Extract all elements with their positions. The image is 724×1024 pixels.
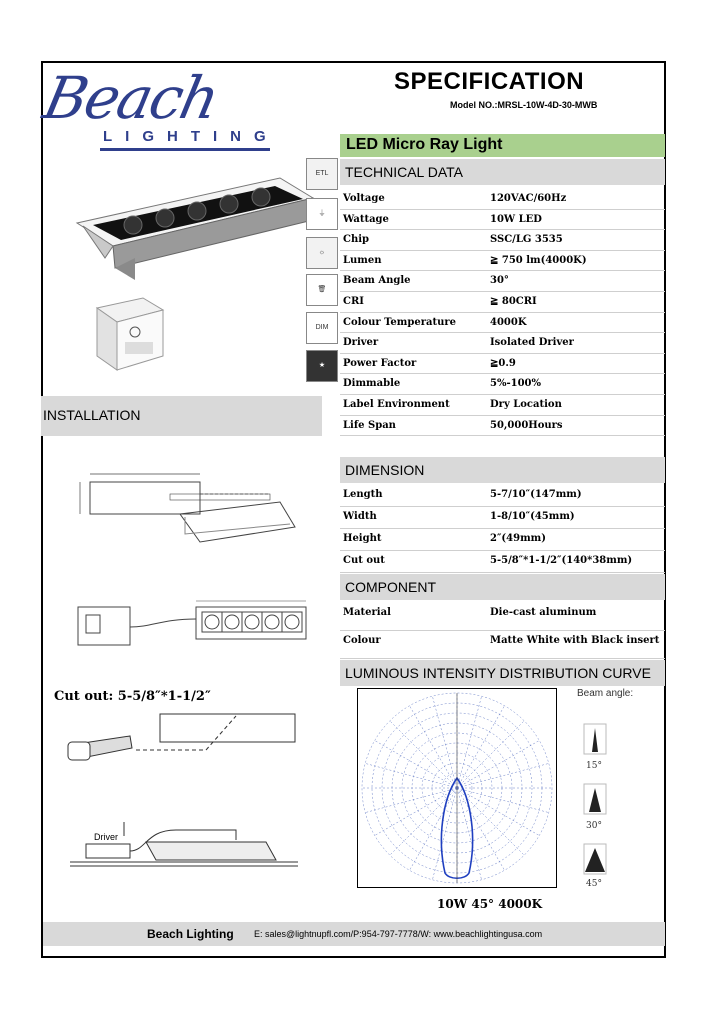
energy-star-icon: ★	[306, 350, 338, 382]
spec-value: 5%-100%	[490, 378, 541, 390]
spec-value: 120VAC/60Hz	[490, 193, 567, 204]
driver-label: Driver	[94, 832, 118, 842]
spec-row	[340, 210, 665, 231]
technical-data-header	[340, 159, 665, 185]
spec-value: ≧ 80CRI	[490, 296, 537, 307]
spec-value: 5-5/8″*1-1/2″(140*38mm)	[490, 555, 633, 566]
spec-key: Lumen	[343, 254, 382, 266]
spec-key: Colour	[343, 635, 381, 646]
cutout-diagram	[66, 712, 301, 772]
technical-data-title: TECHNICAL DATA	[345, 164, 463, 180]
dim-icon: DIM	[306, 312, 338, 344]
footer-company: Beach Lighting	[147, 927, 234, 941]
spec-value: Matte White with Black insert	[490, 635, 660, 646]
spec-value: Dry Location	[490, 399, 562, 410]
install-diagram-2	[72, 597, 324, 662]
spec-value: 50,000Hours	[490, 419, 563, 431]
driver-box-image	[95, 296, 165, 372]
beam-15: 15°	[586, 761, 602, 771]
spec-value: ≧0.9	[490, 357, 516, 369]
spec-key: Chip	[343, 234, 370, 246]
product-image	[75, 168, 315, 283]
spec-key: Cut out	[343, 555, 385, 566]
brand-logo	[37, 64, 279, 154]
component-header	[340, 574, 665, 600]
footer	[43, 922, 665, 946]
spec-key: Power Factor	[343, 357, 417, 369]
logo-script: Beach	[37, 64, 224, 132]
spec-row	[340, 251, 665, 272]
spec-key: Label Environment	[343, 399, 450, 410]
spec-key: Beam Angle	[343, 275, 411, 287]
spec-value: 2″(49mm)	[490, 533, 546, 544]
spec-row	[340, 529, 665, 551]
luminous-title: LUMINOUS INTENSITY DISTRIBUTION CURVE	[345, 665, 651, 681]
spec-key: Width	[343, 511, 377, 522]
spec-value: SSC/LG 3535	[490, 234, 563, 246]
model-number: Model NO.:MRSL-10W-4D-30-MWB	[450, 100, 598, 110]
spec-value: Die-cast aluminum	[490, 607, 597, 618]
page-title: SPECIFICATION	[394, 68, 585, 95]
spec-row	[340, 631, 665, 659]
chart-caption: 10W 45° 4000K	[437, 897, 543, 911]
spec-value: 4000K	[490, 316, 527, 328]
spec-key: Height	[343, 533, 382, 544]
spec-row	[340, 507, 665, 529]
spec-key: Wattage	[343, 213, 389, 225]
product-name-bar	[340, 134, 665, 157]
spec-row	[340, 603, 665, 631]
spec-key: Dimmable	[343, 378, 401, 390]
product-name: LED Micro Ray Light	[346, 136, 503, 153]
spec-row	[340, 333, 665, 354]
footer-contact: E: sales@lightnupfl.com/P:954-797-7778/W: www.beachlightingusa.com	[254, 929, 543, 939]
spec-value: ≧ 750 lm(4000K)	[490, 254, 587, 266]
beam-30: 30°	[586, 821, 602, 831]
weee-icon: 🗑	[306, 274, 338, 306]
dimension-title: DIMENSION	[345, 462, 425, 478]
spec-key: Material	[343, 607, 391, 618]
dimension-header	[340, 457, 665, 483]
spec-row	[340, 230, 665, 251]
polar-distribution-chart	[357, 688, 557, 888]
beam-angle-icons	[580, 720, 620, 890]
install-diagram-1	[50, 462, 325, 562]
spec-row	[340, 416, 665, 437]
spec-row	[340, 189, 665, 210]
spec-row	[340, 374, 665, 395]
spec-row	[340, 354, 665, 375]
driver-install-diagram	[66, 820, 301, 875]
spec-value: 5-7/10″(147mm)	[490, 489, 582, 500]
spec-value: 1-8/10″(45mm)	[490, 511, 575, 522]
beam-angle-label: Beam angle:	[577, 688, 634, 699]
etl-icon: ETL	[306, 158, 338, 190]
spec-row	[340, 485, 665, 507]
spec-row	[340, 551, 665, 573]
spec-value: Isolated Driver	[490, 337, 574, 349]
spec-row	[340, 271, 665, 292]
spec-key: Length	[343, 489, 383, 500]
spec-key: CRI	[343, 296, 364, 307]
cutout-label: Cut out: 5-5/8″*1-1/2″	[54, 689, 211, 704]
lamp-icon: ☼	[306, 237, 338, 269]
spec-value: 30°	[490, 275, 509, 287]
beam-45: 45°	[586, 879, 602, 889]
logo-subtitle: LIGHTING	[103, 128, 279, 145]
component-title: COMPONENT	[345, 579, 436, 595]
spec-row	[340, 313, 665, 334]
ground-icon: ⏚	[306, 198, 338, 230]
spec-row	[340, 292, 665, 313]
spec-value: 10W LED	[490, 213, 542, 225]
spec-row	[340, 395, 665, 416]
spec-key: Life Span	[343, 419, 396, 431]
installation-title: INSTALLATION	[43, 407, 141, 423]
spec-key: Driver	[343, 337, 379, 349]
logo-underline	[100, 148, 270, 152]
spec-key: Colour Temperature	[343, 316, 456, 328]
installation-header	[41, 396, 322, 436]
spec-key: Voltage	[343, 193, 385, 204]
luminous-header	[340, 660, 665, 686]
